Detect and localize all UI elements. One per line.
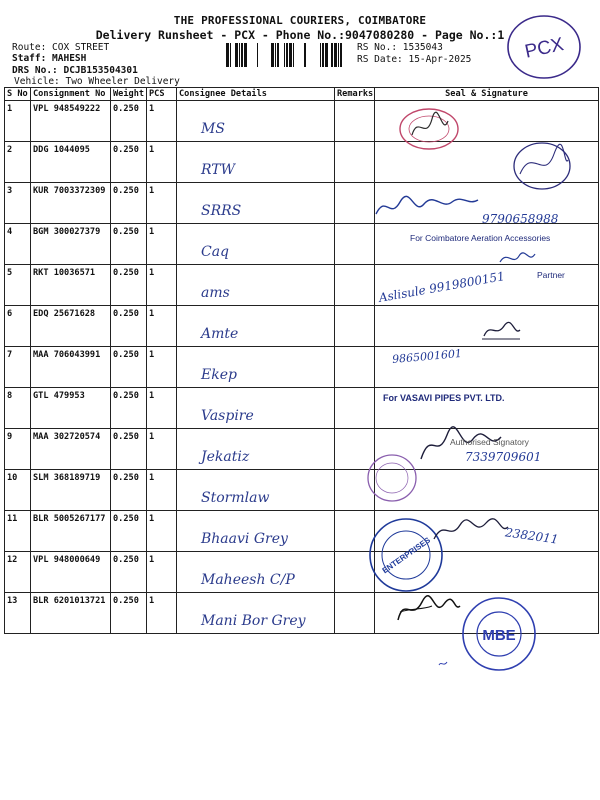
column-header: Seal & Signature [375,88,599,101]
cell-consignment: SLM 368189719 [31,470,111,511]
cell-consignment: BGM 300027379 [31,224,111,265]
signature-row4-icon [497,248,537,268]
table-row [5,265,599,306]
cell-weight: 0.250 [111,511,147,552]
signature-row6-icon [480,318,522,342]
partner-label: Partner [537,270,565,280]
cell-consignee [177,306,335,347]
cell-remarks [335,265,375,306]
column-header: Remarks [335,88,375,101]
cell-consignee [177,265,335,306]
cell-consignment: DDG 1044095 [31,142,111,183]
consignee-handwriting: Bhaavi Grey [201,531,288,547]
aeration-stamp: For Coimbatore Aeration Accessories [410,233,551,243]
cell-consignee [177,470,335,511]
consignee-handwriting: ams [201,285,230,301]
cell-sno: 8 [5,388,31,429]
cell-sno: 3 [5,183,31,224]
phone-row7: 9865001601 [391,346,463,367]
drs-label: DRS No.: DCJB153504301 [12,65,138,76]
consignee-handwriting: Caq [201,244,230,260]
cell-weight: 0.250 [111,101,147,142]
runsheet-subtitle: Delivery Runsheet - PCX - Phone No.:9047080280 - Page No.:1 [95,28,505,42]
cell-sno: 11 [5,511,31,552]
cell-pcs: 1 [147,183,177,224]
cell-consignee [177,142,335,183]
cell-weight: 0.250 [111,183,147,224]
round-seal-row10-icon [365,452,419,504]
table-row [5,347,599,388]
cell-consignment: VPL 948549222 [31,101,111,142]
cell-consignment: VPL 948000649 [31,552,111,593]
cell-sno: 1 [5,101,31,142]
cell-remarks [335,593,375,634]
cell-pcs: 1 [147,593,177,634]
cell-consignee [177,429,335,470]
cell-sno: 2 [5,142,31,183]
signature-row5: Aslisule 9919800151 [377,269,506,305]
cell-sno: 12 [5,552,31,593]
consignee-handwriting: Ekep [201,367,237,383]
consignee-handwriting: Mani Bor Grey [201,613,306,629]
column-header: Consignment No [31,88,111,101]
consignee-handwriting: MS [201,121,225,137]
cell-consignment: BLR 6201013721 [31,593,111,634]
consignee-handwriting: RTW [201,162,236,178]
document-title: THE PROFESSIONAL COURIERS, COIMBATORE [173,14,427,27]
staff-label: Staff: MAHESH [12,53,87,64]
cell-consignment: MAA 706043991 [31,347,111,388]
cell-weight: 0.250 [111,142,147,183]
seal-icon [510,140,574,192]
cell-remarks [335,347,375,388]
table-header-row [5,88,599,101]
cell-consignee [177,511,335,552]
consignee-handwriting: Jekatiz [201,449,250,465]
pcx-stamp-text: PCX [523,34,566,63]
cell-weight: 0.250 [111,470,147,511]
enterprises-stamp-text: ENTERPRISES [380,535,432,576]
cell-consignee [177,347,335,388]
column-header: Consignee Details [177,88,335,101]
cell-signature [375,224,599,265]
phone-row3: 9790658988 [482,212,559,226]
consignee-handwriting: Stormlaw [201,490,270,506]
signature-row3-icon [372,192,482,222]
column-header: PCS [147,88,177,101]
rs-number: RS No.: 1535043 [357,42,443,53]
table-row [5,101,599,142]
cell-pcs: 1 [147,224,177,265]
cell-weight: 0.250 [111,265,147,306]
cell-weight: 0.250 [111,224,147,265]
cell-remarks [335,101,375,142]
round-seal-icon [398,107,460,151]
consignee-handwriting: Amte [201,326,239,342]
cell-pcs: 1 [147,347,177,388]
table-row [5,470,599,511]
cell-consignee [177,183,335,224]
cell-weight: 0.250 [111,552,147,593]
phone-row9: 7339709601 [465,450,542,464]
vasavi-stamp: For VASAVI PIPES PVT. LTD. [383,393,505,403]
cell-pcs: 1 [147,142,177,183]
cell-remarks [335,306,375,347]
cell-consignment: KUR 7003372309 [31,183,111,224]
mbe-seal-icon [460,595,538,673]
cell-sno: 5 [5,265,31,306]
consignee-handwriting: Maheesh C/P [201,572,295,588]
consignee-handwriting: SRRS [201,203,242,219]
cell-consignee [177,593,335,634]
cell-pcs: 1 [147,470,177,511]
cell-sno: 10 [5,470,31,511]
number-row11: 2382011 [504,525,560,547]
cell-weight: 0.250 [111,347,147,388]
mbe-stamp-text: MBE [482,627,516,644]
cell-weight: 0.250 [111,388,147,429]
cell-pcs: 1 [147,306,177,347]
pcx-stamp [504,12,584,82]
column-header: S No [5,88,31,101]
cell-weight: 0.250 [111,429,147,470]
cell-pcs: 1 [147,101,177,142]
cell-consignment: GTL 479953 [31,388,111,429]
signature-row13-icon [392,592,462,626]
route-label: Route: COX STREET [12,42,110,53]
vehicle-label: Vehicle: Two Wheeler Delivery [14,76,180,87]
cell-consignee [177,224,335,265]
cell-pcs: 1 [147,511,177,552]
cell-pcs: 1 [147,552,177,593]
ink-mark-icon [438,660,448,668]
cell-consignee [177,388,335,429]
consignee-handwriting: Vaspire [201,408,254,424]
cell-remarks [335,388,375,429]
cell-pcs: 1 [147,265,177,306]
cell-sno: 7 [5,347,31,388]
rs-date: RS Date: 15-Apr-2025 [357,54,472,65]
column-header: Weight [111,88,147,101]
cell-weight: 0.250 [111,306,147,347]
cell-pcs: 1 [147,429,177,470]
cell-consignee [177,101,335,142]
cell-sno: 13 [5,593,31,634]
cell-consignment: MAA 302720574 [31,429,111,470]
cell-consignment: EDQ 25671628 [31,306,111,347]
cell-remarks [335,224,375,265]
cell-consignment: RKT 10036571 [31,265,111,306]
cell-consignee [177,552,335,593]
barcode [226,43,348,67]
cell-sno: 9 [5,429,31,470]
cell-pcs: 1 [147,388,177,429]
cell-sno: 6 [5,306,31,347]
signature-row11-icon [430,515,510,545]
cell-sno: 4 [5,224,31,265]
cell-consignment: BLR 5005267177 [31,511,111,552]
authorised-signatory: Authorised Signatory [450,437,529,447]
table-row [5,388,599,429]
cell-weight: 0.250 [111,593,147,634]
table-row [5,552,599,593]
cell-remarks [335,142,375,183]
cell-remarks [335,183,375,224]
